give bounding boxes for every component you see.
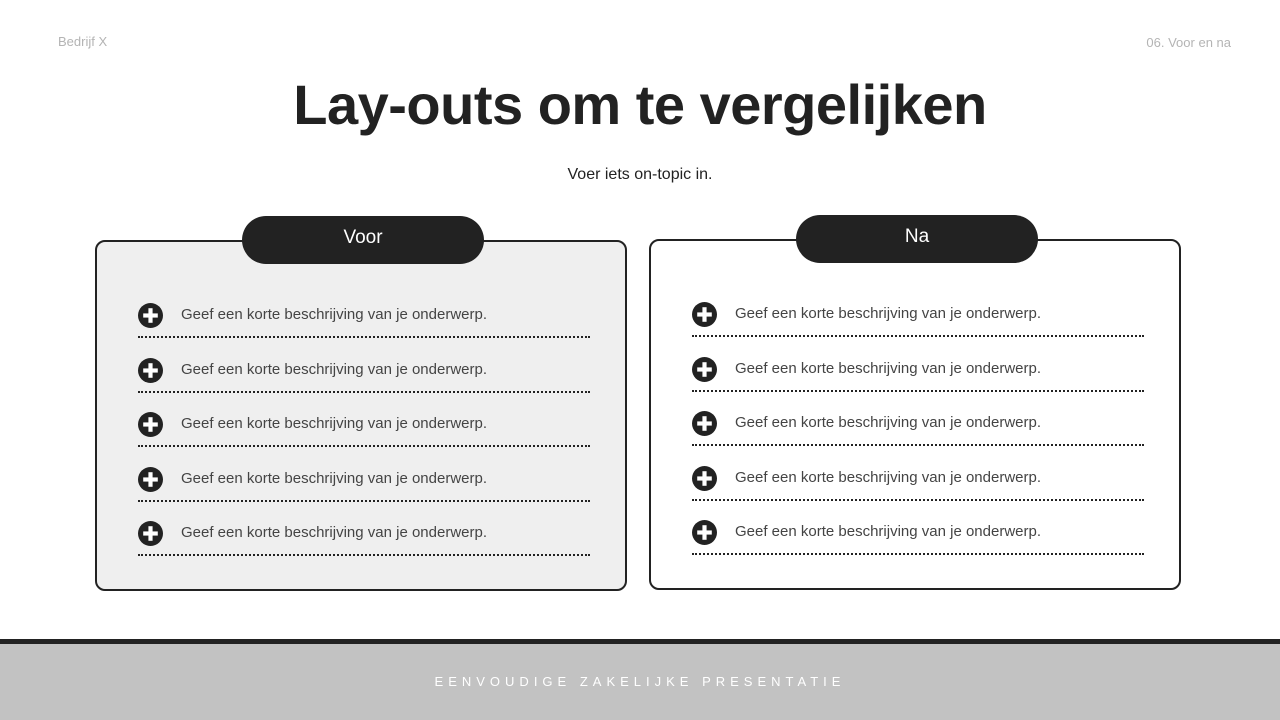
list-item: [138, 357, 590, 412]
after-list: [692, 301, 1144, 574]
list-item-text: Geef een korte beschrijving van je onderwerp.: [181, 469, 488, 487]
list-item: [138, 466, 590, 521]
plus-circle-icon: [138, 358, 163, 383]
dotted-divider: [692, 335, 1144, 337]
list-item-text: Geef een korte beschrijving van je onderwerp.: [735, 414, 1042, 431]
list-item: [692, 410, 1144, 465]
dotted-divider: [138, 391, 590, 393]
footer-text: EENVOUDIGE ZAKELIJKE PRESENTATIE: [434, 674, 846, 689]
list-item-text: Geef een korte beschrijving van je onderwerp.: [735, 523, 1042, 540]
slide-subtitle: Voer iets on-topic in.: [567, 166, 713, 183]
plus-circle-icon: [138, 303, 163, 328]
after-label: Na: [796, 215, 1038, 263]
list-item: [138, 520, 590, 575]
before-panel: [95, 227, 627, 591]
list-item-text: Geef een korte beschrijving van je onderwerp.: [735, 468, 1042, 486]
dotted-divider: [138, 336, 590, 338]
plus-circle-icon: [692, 302, 717, 327]
footer-band: [0, 644, 1280, 720]
slide-title: Lay-outs om te vergelijken: [293, 73, 987, 136]
list-item-text: Geef een korte beschrijving van je onderwerp.: [181, 415, 488, 432]
list-item: [138, 302, 590, 357]
before-list: [138, 302, 590, 575]
after-panel: [649, 226, 1181, 590]
plus-circle-icon: [692, 466, 717, 491]
plus-circle-icon: [138, 467, 163, 492]
company-name: Bedrijf X: [58, 34, 108, 49]
list-item-text: Geef een korte beschrijving van je onderwerp.: [735, 305, 1042, 322]
list-item: [692, 519, 1144, 574]
list-item-text: Geef een korte beschrijving van je onderwerp.: [181, 360, 488, 378]
plus-circle-icon: [692, 357, 717, 382]
list-item-text: Geef een korte beschrijving van je onderwerp.: [181, 524, 488, 541]
before-label: Voor: [242, 216, 484, 264]
dotted-divider: [692, 390, 1144, 392]
dotted-divider: [692, 499, 1144, 501]
dotted-divider: [138, 554, 590, 556]
plus-circle-icon: [692, 411, 717, 436]
dotted-divider: [692, 553, 1144, 555]
dotted-divider: [692, 444, 1144, 446]
plus-circle-icon: [138, 412, 163, 437]
list-item-text: Geef een korte beschrijving van je onderwerp.: [735, 359, 1042, 377]
list-item: [692, 301, 1144, 356]
list-item: [138, 411, 590, 466]
plus-circle-icon: [138, 521, 163, 546]
dotted-divider: [138, 500, 590, 502]
section-label: 06. Voor en na: [1146, 35, 1231, 50]
plus-circle-icon: [692, 520, 717, 545]
dotted-divider: [138, 445, 590, 447]
list-item: [692, 356, 1144, 411]
list-item-text: Geef een korte beschrijving van je onderwerp.: [181, 306, 488, 323]
list-item: [692, 465, 1144, 520]
